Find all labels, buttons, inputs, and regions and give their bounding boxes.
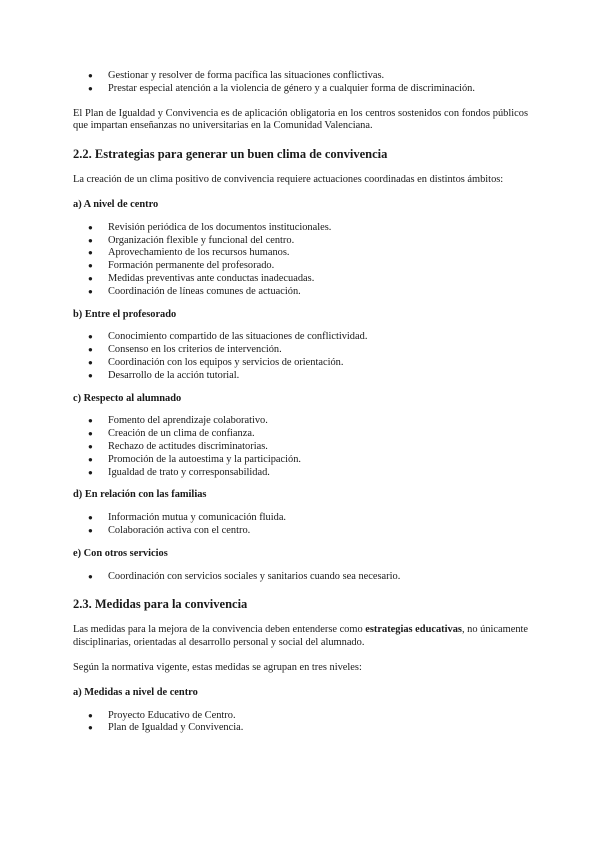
subheading-respecto-alumnado: c) Respecto al alumnado [73,392,182,404]
list-item: ● Información mutua y comunicación fluida. [73,512,528,525]
subheading-otros-servicios: e) Con otros servicios [73,547,168,559]
list-item: ● Coordinación de líneas comunes de actuación. [73,286,528,299]
list-item: ● Proyecto Educativo de Centro. [73,710,528,723]
intro-paragraph: El Plan de Igualdad y Convivencia es de aplicación obligatoria en los centros sostenidos con fondos públicos que impartan enseñanzas no universitarias en la Comunidad Valenciana. [73,107,528,132]
section-2-2-paragraph: La creación de un clima positivo de convivencia requiere actuaciones coordinadas en distintos ámbitos: [73,174,504,186]
document-page [73,70,528,735]
section-heading-2-2: 2.2. Estrategias para generar un buen clima de convivencia [73,147,388,162]
top-bullet-list [73,70,528,96]
bullet-list-a [73,222,528,299]
list-item: ● Organización flexible y funcional del centro. [73,235,528,248]
list-item: ● Conocimiento compartido de las situaciones de conflictividad. [73,331,528,344]
subheading-familias: d) En relación con las familias [73,489,207,501]
subheading-medidas-centro: a) Medidas a nivel de centro [73,686,198,698]
bullet-list-medidas [73,710,528,736]
list-item: ● Rechazo de actitudes discriminatorias. [73,441,528,454]
subheading-entre-profesorado: b) Entre el profesorado [73,308,177,320]
list-item: ● Gestionar y resolver de forma pacífica las situaciones conflictivas. [73,70,528,83]
paragraph-text: , no únicamente disciplinarias, orientadas al desarrollo personal y social del alumnado. [73,624,529,649]
list-item: ● Medidas preventivas ante conductas inadecuadas. [73,273,528,286]
list-item: ● Prestar especial atención a la violencia de género y a cualquier forma de discriminación. [73,83,528,96]
list-item: ● Plan de Igualdad y Convivencia. [73,722,528,735]
list-item: ● Creación de un clima de confianza. [73,428,528,441]
section-2-3-paragraph-1 [73,624,528,650]
paragraph-text: Las medidas para la mejora de la convivencia deben entenderse como [73,624,366,636]
section-2-3-paragraph-2: Según la normativa vigente, estas medidas se agrupan en tres niveles: [73,661,362,673]
list-item: ● Colaboración activa con el centro. [73,525,528,538]
list-item: ● Revisión periódica de los documentos institucionales. [73,222,528,235]
emphasis-text: estrategias educativas [365,624,462,636]
list-item: ● Aprovechamiento de los recursos humanos. [73,247,528,260]
subheading-a-nivel-centro: a) A nivel de centro [73,198,159,210]
bullet-list-c [73,415,528,479]
list-item: ● Formación permanente del profesorado. [73,260,528,273]
list-item: ● Coordinación con servicios sociales y sanitarios cuando sea necesario. [73,571,528,584]
list-item: ● Coordinación con los equipos y servicios de orientación. [73,357,528,370]
bullet-list-b [73,331,528,382]
list-item: ● Fomento del aprendizaje colaborativo. [73,415,528,428]
list-item: ● Promoción de la autoestima y la participación. [73,454,528,467]
list-item: ● Desarrollo de la acción tutorial. [73,370,528,383]
list-item: ● Consenso en los criterios de intervención. [73,344,528,357]
section-heading-2-3: 2.3. Medidas para la convivencia [73,597,248,612]
list-item: ● Igualdad de trato y corresponsabilidad. [73,467,528,480]
bullet-list-e [73,571,528,584]
bullet-list-d [73,512,528,538]
